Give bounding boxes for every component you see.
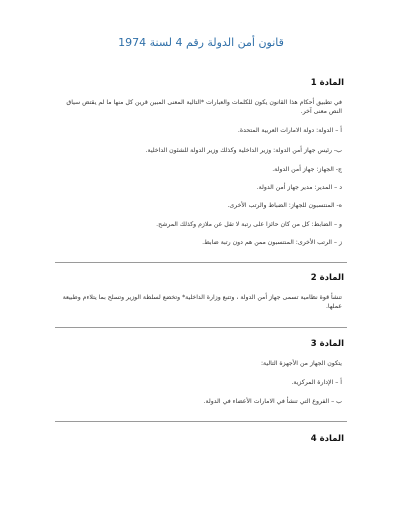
- article-1-item-e: ه- المنتسبون للجهاز: الضباط والرتب الأخرى.: [227, 202, 342, 209]
- article-1-heading: المادة 1: [310, 78, 344, 88]
- article-1-intro: في تطبيق أحكام هذا القانون يكون للكلمات والعبارات *التالية المعنى المبين قرين كل منها ما لم يقتض سياق النص معنى آخر.: [66, 99, 342, 115]
- article-1-item-c: ج- الجهاز: جهاز أمن الدولة.: [272, 166, 342, 173]
- article-3-item-a: أ – الإدارة المركزية.: [291, 379, 342, 386]
- article-1-item-a: أ – الدولة: دولة الامارات العربية المتحدة.: [237, 127, 342, 134]
- article-2-heading: المادة 2: [310, 273, 344, 283]
- article-1-item-g: ز – الرتب الأخرى: المنتسبون ممن هم دون رتبة ضابط.: [202, 239, 342, 246]
- document-title: قانون أمن الدولة رقم 4 لسنة 1974: [118, 36, 284, 49]
- article-4-heading: المادة 4: [310, 434, 344, 444]
- section-divider: [55, 262, 347, 263]
- article-3-intro: يتكون الجهاز من الأجهزة التالية:: [260, 360, 342, 367]
- article-1-item-d: د – المدير: مدير جهاز أمن الدولة.: [256, 184, 342, 191]
- article-1-item-f: و – الضابط: كل من كان حائزا على رتبة لا تقل عن ملازم وكذلك المرشح.: [156, 221, 342, 228]
- article-3-heading: المادة 3: [310, 339, 344, 349]
- article-2-intro: تنشأ قوة نظامية تسمى جهاز أمن الدولة ، وتتبع وزارة الداخلية* وتخضع لسلطة الوزير وتسلح بما يتلاءم وطبيعة عملها.: [62, 294, 342, 310]
- article-3-item-b: ب – الفروع التي تنشأ في الامارات الأعضاء في الدولة.: [203, 398, 342, 405]
- section-divider: [55, 327, 347, 328]
- article-1-item-b: ب- رئيس جهاز أمن الدولة: وزير الداخلية وكذلك وزير الدولة للشئون الداخلية.: [145, 147, 342, 154]
- section-divider: [55, 421, 347, 422]
